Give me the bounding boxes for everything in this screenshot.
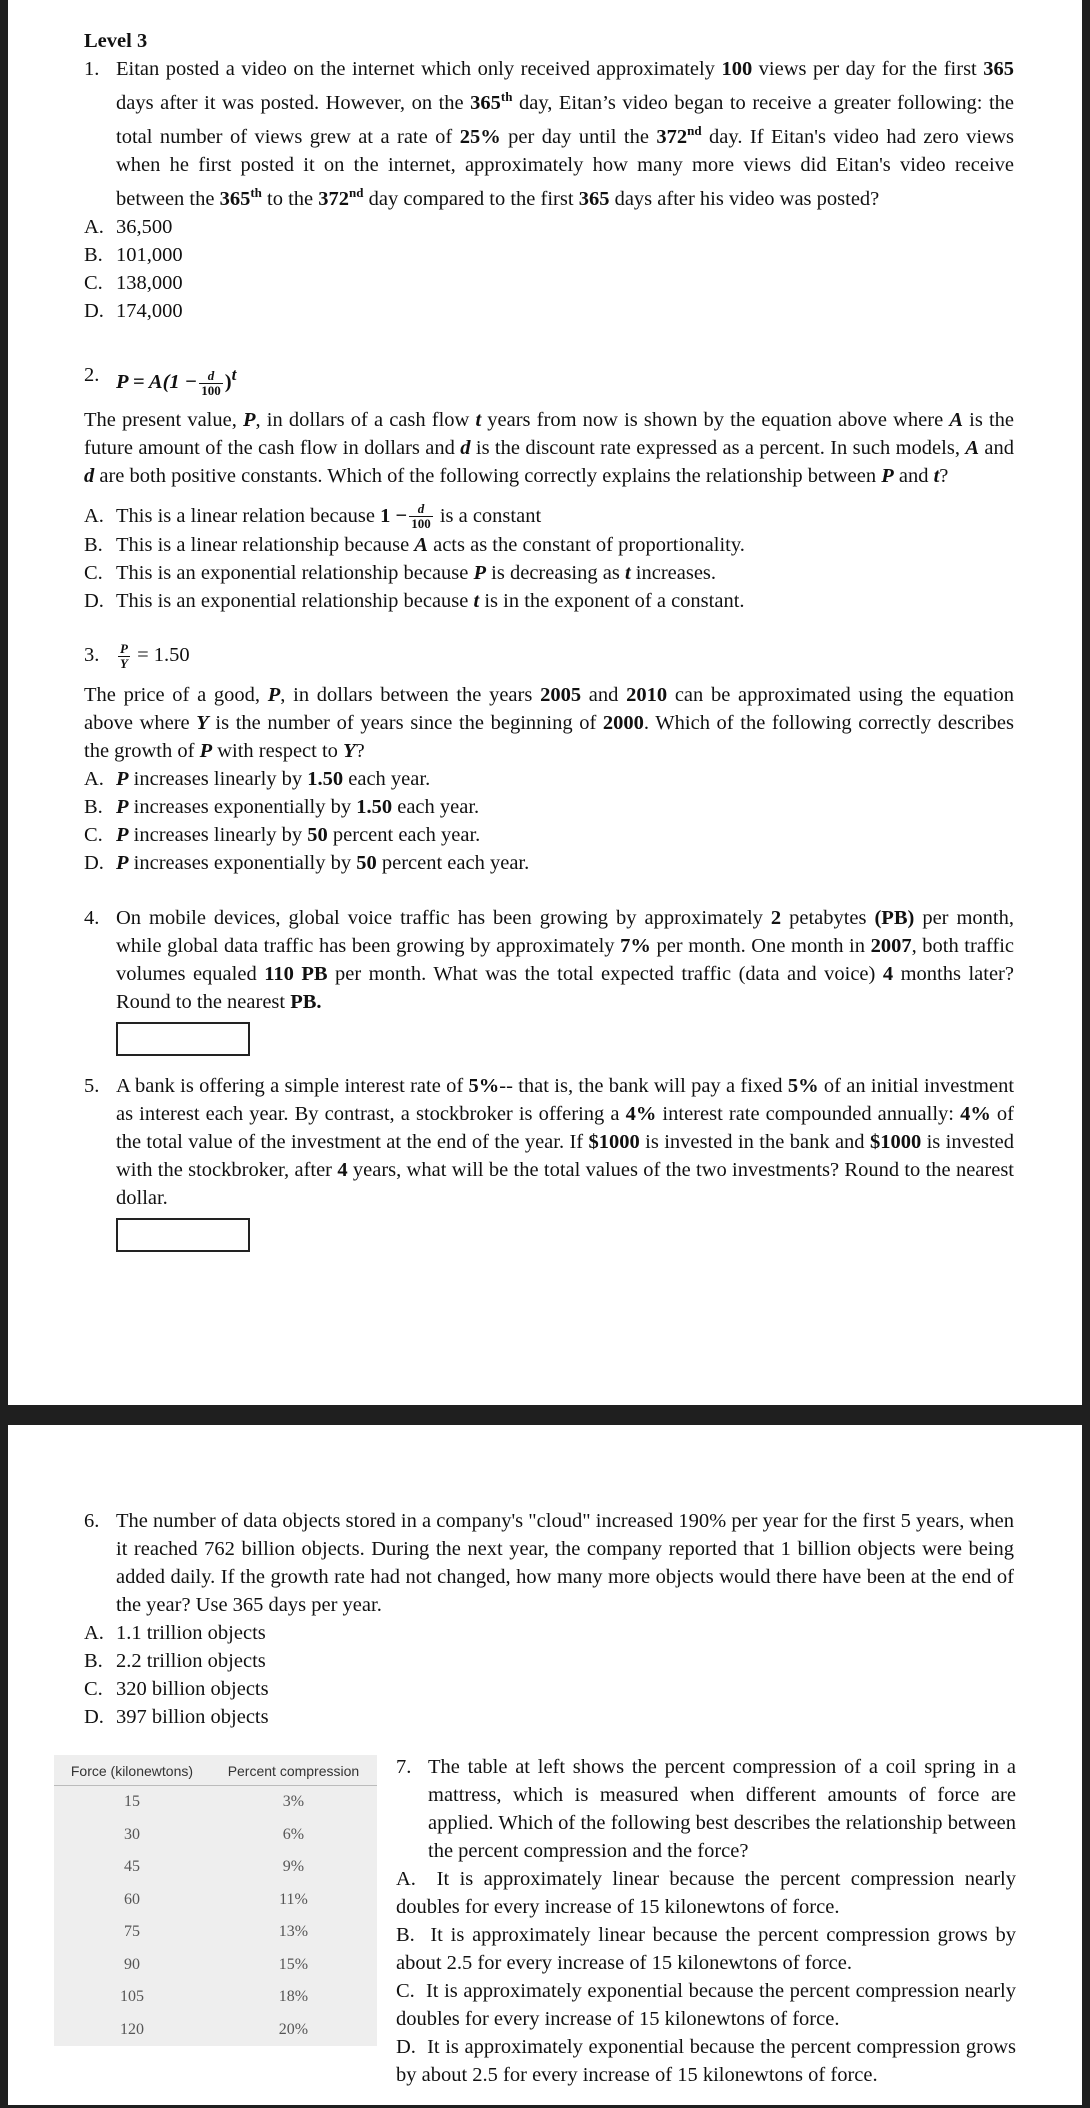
answer-option[interactable] <box>84 587 1014 615</box>
option-text: P increases exponentially by 50 percent each year. <box>116 852 530 875</box>
question-3-equation <box>84 641 1014 671</box>
q2-option-a: A. This is a linear relation because 1 − $\frac{d}{100}$ is a constant <box>84 501 542 532</box>
compression-cell: 18% <box>278 1988 309 2006</box>
table-row <box>54 1786 377 1819</box>
equation-left: P = A(1 − <box>116 370 198 393</box>
answer-option[interactable] <box>84 793 1014 821</box>
compression-cell: 15% <box>278 1955 309 1973</box>
equation-fraction: $\frac{d}{100}$ <box>201 367 221 398</box>
option-text: P increases linearly by 1.50 each year. <box>116 768 431 791</box>
table-row <box>54 1851 377 1884</box>
force-compression-table <box>54 1755 377 2046</box>
option-text: 1.1 trillion objects <box>116 1622 266 1644</box>
worksheet-page-1 <box>8 0 1082 1405</box>
option-text: 101,000 <box>116 244 183 266</box>
question-2-equation <box>84 361 1014 398</box>
question-number: 2. <box>84 364 100 386</box>
q5-answer-box[interactable] <box>116 1218 250 1252</box>
option-letter: D. <box>84 852 104 875</box>
force-cell: 45 <box>123 1858 140 1876</box>
equation-exponent: t <box>231 365 237 384</box>
q6-options <box>84 1619 1014 1731</box>
option-text: 138,000 <box>116 272 183 294</box>
question-number: 1. <box>84 58 100 80</box>
answer-option[interactable] <box>84 821 1014 849</box>
question-2-text: The present value, P, in dollars of a cash flow t years from now is shown by the equation above where A is the future amount of the cash flow in dollars and d is the discount rate expressed as a percent. In such models, A and d are both positive constants. Which of the following correctly explains the relationship between P and t? <box>84 408 1015 487</box>
page-2-content <box>84 1507 1014 1731</box>
option-text: It is approximately exponential because the percent compression grows by about 2.5 for every increase of 15 kilonewtons of force. <box>396 2036 1016 2086</box>
option-letter: D. <box>84 300 104 322</box>
option-a-fraction: $\frac{d}{100}$ <box>411 501 431 532</box>
force-cell: 60 <box>123 1890 140 1908</box>
page-1-content <box>84 27 1014 1252</box>
question-7-text: 7. The table at left shows the percent compression of a coil spring in a mattress, which is measured when different amounts of force are applied. Which of the following best describes the relationship between the percent compression and the force? <box>396 1756 1016 1862</box>
option-a-math: 1 − <box>380 504 408 527</box>
answer-option[interactable] <box>84 849 1014 877</box>
question-number: 6. <box>84 1510 100 1532</box>
question-text: Eitan posted a video on the internet which only received approximately 100 views per day for the first 365 days after it was posted. However, on the 365th day, Eitan’s video began to receive a greater following: the total number of views grew at a rate of 25% per day until the 372nd day. If Eitan's video had zero views when he first posted it on the internet, approximately how many more views did Eitan's video receive between the 365th to the 372nd day compared to the first 365 days after his video was posted? <box>116 58 1015 210</box>
q2-options <box>84 531 1014 615</box>
question-6 <box>84 1507 1014 1619</box>
table-header-compression: Percent compression <box>210 1755 377 1786</box>
option-text: 320 billion objects <box>116 1678 269 1700</box>
option-letter: C. <box>396 1980 426 2002</box>
question-text: On mobile devices, global voice traffic has been growing by approximately 2 petabytes (PB) per month, while global data traffic has been growing by approximately 7% per month. One month in 2007, both traffic volumes equaled 110 PB per month. What was the total expected traffic (data and voice) 4 months later? Round to the nearest PB. <box>116 907 1014 1014</box>
option-text: It is approximately linear because the percent compression grows by about 2.5 for every increase of 15 kilonewtons of force. <box>396 1924 1016 1974</box>
answer-option[interactable] <box>84 297 1014 325</box>
answer-option[interactable] <box>84 1619 1014 1647</box>
option-text: 174,000 <box>116 300 183 322</box>
compression-cell: 3% <box>282 1793 305 1811</box>
force-cell: 120 <box>119 2020 144 2038</box>
answer-option[interactable] <box>84 241 1014 269</box>
option-text: 36,500 <box>116 216 173 238</box>
q1-options <box>84 213 1014 325</box>
option-letter: D. <box>84 1706 104 1728</box>
answer-option[interactable] <box>84 1647 1014 1675</box>
option-letter: D. <box>396 2036 428 2058</box>
answer-option[interactable] <box>84 765 1014 793</box>
answer-option[interactable] <box>396 1977 1016 2033</box>
option-text: This is a linear relationship because A acts as the constant of proportionality. <box>116 534 745 557</box>
option-letter: A. <box>84 768 104 791</box>
answer-option[interactable] <box>396 1865 1016 1921</box>
compression-cell: 20% <box>278 2020 309 2038</box>
table-header-force: Force (kilonewtons) <box>54 1755 210 1786</box>
table-row <box>54 1819 377 1852</box>
option-letter: A. <box>396 1868 437 1890</box>
equation-rest: = 1.50 <box>137 644 190 667</box>
question-3-text: The price of a good, P, in dollars between the years 2005 and 2010 can be approximated using the equation above where Y is the number of years since the beginning of 2000. Which of the following correctly describes the growth of P with respect to Y? <box>84 684 1014 763</box>
option-letter: B. <box>84 534 103 557</box>
table-row <box>54 1884 377 1917</box>
question-number: 5. <box>84 1075 100 1098</box>
force-cell: 75 <box>123 1923 140 1941</box>
answer-option[interactable] <box>84 531 1014 559</box>
option-letter: C. <box>84 824 103 847</box>
force-cell: 105 <box>119 1988 144 2006</box>
option-letter: A. <box>84 1622 104 1644</box>
question-text: The number of data objects stored in a company's "cloud" increased 190% per year for the first 5 years, when it reached 762 billion objects. During the next year, the company reported that 1 billion objects were being added daily. If the growth rate had not changed, how many more objects would there have been at the end of the year? Use 365 days per year. <box>116 1510 1014 1616</box>
question-number: 4. <box>84 907 100 930</box>
option-text: It is approximately exponential because the percent compression nearly doubles for every increase of 15 kilonewtons of force. <box>396 1980 1016 2030</box>
option-text: P increases exponentially by 1.50 each year. <box>116 796 480 819</box>
option-letter: A. <box>84 216 104 238</box>
answer-option[interactable] <box>396 1921 1016 1977</box>
option-letter: B. <box>84 244 103 266</box>
option-letter: B. <box>84 796 103 819</box>
option-text: It is approximately linear because the percent compression nearly doubles for every increase of 15 kilonewtons of force. <box>396 1868 1016 1918</box>
force-cell: 15 <box>123 1793 140 1811</box>
worksheet-page-2 <box>8 1425 1082 2105</box>
option-letter: C. <box>84 562 103 585</box>
option-text: 2.2 trillion objects <box>116 1650 266 1672</box>
force-cell: 90 <box>123 1955 140 1973</box>
question-4 <box>84 904 1014 1016</box>
answer-option[interactable] <box>84 559 1014 587</box>
question-number: 3. <box>84 644 100 667</box>
answer-option[interactable] <box>396 2033 1016 2089</box>
option-text: P increases linearly by 50 percent each year. <box>116 824 481 847</box>
equation-right: ) <box>224 370 232 393</box>
q3-options <box>84 765 1014 877</box>
option-text: This is an exponential relationship because t is in the exponent of a constant. <box>116 590 745 613</box>
answer-option[interactable] <box>84 1703 1014 1731</box>
compression-cell: 11% <box>279 1890 308 1908</box>
option-letter: D. <box>84 590 104 613</box>
table-row <box>54 1916 377 1949</box>
question-7 <box>396 1753 1016 2089</box>
option-letter: C. <box>84 272 103 294</box>
equation-fraction: $\frac{P}{Y}$ <box>120 641 128 672</box>
question-text: A bank is offering a simple interest rate of 5%-- that is, the bank will pay a fixed 5% of an initial investment as interest each year. By contrast, a stockbroker is offering a 4% interest rate compounded annually: 4% of the total value of the investment at the end of the year. If $1000 is invested in the bank and $1000 is invested with the stockbroker, after 4 years, what will be the total values of the two investments? Round to the nearest dollar. <box>116 1075 1015 1210</box>
force-cell: 30 <box>123 1825 140 1843</box>
option-letter: B. <box>396 1924 431 1946</box>
option-letter: C. <box>84 1678 103 1700</box>
table-row <box>54 1949 377 1982</box>
answer-option[interactable] <box>84 1675 1014 1703</box>
compression-cell: 9% <box>282 1858 305 1876</box>
compression-cell: 6% <box>282 1825 305 1843</box>
question-5 <box>84 1072 1014 1212</box>
option-letter: B. <box>84 1650 103 1672</box>
table-row <box>54 1981 377 2014</box>
answer-option[interactable] <box>84 213 1014 241</box>
compression-cell: 13% <box>278 1923 309 1941</box>
answer-option[interactable] <box>84 269 1014 297</box>
option-text: 397 billion objects <box>116 1706 269 1728</box>
level-heading: Level 3 <box>84 30 148 52</box>
q4-answer-box[interactable] <box>116 1022 250 1056</box>
option-text: This is an exponential relationship because P is decreasing as t increases. <box>116 562 717 585</box>
table-row <box>54 2014 377 2047</box>
question-1 <box>84 55 1014 213</box>
